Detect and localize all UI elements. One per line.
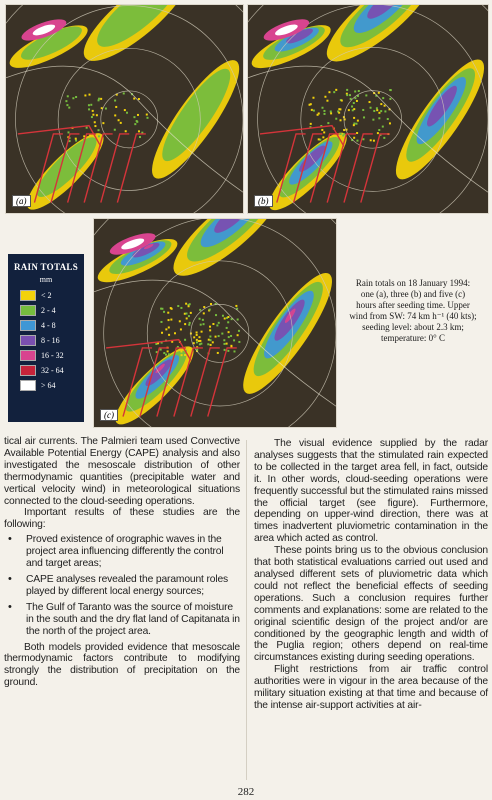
rain-speck xyxy=(208,339,210,341)
rain-speck xyxy=(75,138,77,140)
legend-swatch xyxy=(20,335,36,346)
rain-speck xyxy=(357,120,359,122)
rain-speck xyxy=(216,324,218,326)
rain-speck xyxy=(155,343,157,345)
rain-speck xyxy=(328,91,330,93)
rain-speck xyxy=(389,122,391,124)
rain-speck xyxy=(167,312,169,314)
legend-swatch xyxy=(20,350,36,361)
rain-speck xyxy=(382,126,384,128)
rain-speck xyxy=(133,116,135,118)
rain-speck xyxy=(382,97,384,99)
rain-speck xyxy=(330,110,332,112)
rain-band xyxy=(30,130,104,204)
paragraph: tical air currents. The Palmieri team used Convective Available Potential Energy (CAPE) analysis and also investigated the mesoscale distribution of other thermodynamic quantities (precipitable water and vertical velocity wind) in meteorological situations connected to the cloud-seeding operations. xyxy=(4,436,240,507)
rain-speck xyxy=(65,100,67,102)
caption-line: wind from SW: 74 km h⁻¹ (40 kts); xyxy=(349,311,477,321)
rain-speck xyxy=(312,97,314,99)
rain-speck xyxy=(370,139,372,141)
rain-speck xyxy=(227,316,229,318)
rain-speck xyxy=(88,104,90,106)
legend-label: 2 - 4 xyxy=(41,306,56,315)
rain-speck xyxy=(68,131,70,133)
rain-speck xyxy=(189,303,191,305)
rain-speck xyxy=(181,354,183,356)
rain-speck xyxy=(383,137,385,139)
rain-speck xyxy=(224,317,226,319)
rain-speck xyxy=(228,331,230,333)
rain-speck xyxy=(105,108,107,110)
rain-speck xyxy=(218,335,220,337)
rain-speck xyxy=(324,96,326,98)
rain-speck xyxy=(170,307,172,309)
rain-speck xyxy=(389,89,391,91)
rain-speck xyxy=(174,332,176,334)
rain-speck xyxy=(372,119,374,121)
legend-label: < 2 xyxy=(41,291,52,300)
rain-band xyxy=(152,61,240,169)
rain-speck xyxy=(343,129,345,131)
rain-speck xyxy=(376,109,378,111)
rain-speck xyxy=(327,122,329,124)
panel-tag-b: (b) xyxy=(254,195,273,207)
rain-speck xyxy=(200,324,202,326)
rain-speck xyxy=(335,118,337,120)
rain-speck xyxy=(343,133,345,135)
rain-speck xyxy=(146,114,148,116)
rain-speck xyxy=(217,352,219,354)
rain-speck xyxy=(160,321,162,323)
rain-speck xyxy=(351,105,353,107)
rain-speck xyxy=(387,118,389,120)
rain-speck xyxy=(114,100,116,102)
caption-line: hours after seeding time. Upper xyxy=(356,300,470,310)
rain-speck xyxy=(310,103,312,105)
rain-speck xyxy=(238,330,240,332)
rain-speck xyxy=(330,112,332,114)
paragraph: The visual evidence supplied by the radar analyses suggests that the stimulated rain expected to be collected in the target area fell, in fact, outside it. In other words, cloud-seeding operations were frequently successful but the stimulated rains missed the official target (see figure). Furthermore, depending on upper-wind direction, there was at times inadvertent pluviometric contamination in the area which acted as control. xyxy=(254,438,488,545)
legend-label: 8 - 16 xyxy=(41,336,60,345)
rain-speck xyxy=(83,135,85,137)
rain-speck xyxy=(218,322,220,324)
rain-speck xyxy=(91,116,93,118)
rain-speck xyxy=(362,138,364,140)
rain-speck xyxy=(209,326,211,328)
rain-speck xyxy=(228,336,230,338)
rain-speck xyxy=(168,319,170,321)
legend-label: 16 - 32 xyxy=(41,351,64,360)
rain-speck xyxy=(354,90,356,92)
rain-speck xyxy=(203,312,205,314)
rain-speck xyxy=(160,308,162,310)
rain-speck xyxy=(212,341,214,343)
rain-speck xyxy=(353,137,355,139)
rain-speck xyxy=(376,107,378,109)
paragraph: Flight restrictions from air traffic control authorities were in vigour in the area because of the military situation existing at that time and because of the intense air-support activities at air- xyxy=(254,664,488,711)
rain-speck xyxy=(96,114,98,116)
rain-speck xyxy=(98,135,100,137)
rain-speck xyxy=(350,98,352,100)
rain-speck xyxy=(227,321,229,323)
rain-speck xyxy=(168,326,170,328)
rain-speck xyxy=(203,323,205,325)
rain-speck xyxy=(378,117,380,119)
rain-speck xyxy=(369,101,371,103)
rain-speck xyxy=(196,334,198,336)
rain-speck xyxy=(139,136,141,138)
rain-speck xyxy=(86,127,88,129)
legend-label: 4 - 8 xyxy=(41,321,56,330)
rain-speck xyxy=(114,129,116,131)
rain-speck xyxy=(356,140,358,142)
rain-speck xyxy=(165,328,167,330)
rain-speck xyxy=(377,132,379,134)
rain-speck xyxy=(338,108,340,110)
rain-speck xyxy=(203,306,205,308)
rain-speck xyxy=(349,94,351,96)
rain-speck xyxy=(184,323,186,325)
rain-speck xyxy=(196,339,198,341)
rain-speck xyxy=(223,343,225,345)
rain-speck xyxy=(378,112,380,114)
list-item: • Proved existence of orographic waves in the project area influencing differently the control and target areas; xyxy=(4,534,240,570)
rain-speck xyxy=(355,123,357,125)
panel-tag-a: (a) xyxy=(12,195,31,207)
rain-speck xyxy=(179,320,181,322)
rain-speck xyxy=(180,307,182,309)
rain-speck xyxy=(321,129,323,131)
rain-speck xyxy=(90,104,92,106)
rain-speck xyxy=(235,305,237,307)
rain-speck xyxy=(199,309,201,311)
rain-speck xyxy=(324,113,326,115)
target-area-line xyxy=(361,134,390,203)
rain-speck xyxy=(136,121,138,123)
rain-speck xyxy=(120,122,122,124)
legend-item xyxy=(20,303,84,318)
rain-speck xyxy=(186,317,188,319)
paragraph: These points bring us to the obvious conclusion that both statistical evaluations carried out used and analysed different sets of pluviometric data which could not reflect the beneficial effects of seeding operations. Such a conclusion requires further comments and explanations: some are related to the original scientific design of the project and/or are conditioned by the geographic length and width of the Puglia region; others depend on real-time circumstances existing during seeding operations. xyxy=(254,545,488,664)
rain-speck xyxy=(318,138,320,140)
rain-speck xyxy=(188,324,190,326)
rain-speck xyxy=(89,94,91,96)
caption-line: one (a), three (b) and five (c) xyxy=(360,289,466,299)
rain-speck xyxy=(380,110,382,112)
rain-speck xyxy=(323,110,325,112)
rain-speck xyxy=(138,130,140,132)
paragraph: Both models provided evidence that mesoscale thermodynamic factors contribute to modifying strongly the distribution of precipitation on the ground. xyxy=(4,641,240,689)
rain-speck xyxy=(222,315,224,317)
rain-speck xyxy=(378,129,380,131)
rain-speck xyxy=(233,350,235,352)
caption-line: Rain totals on 18 January 1994: xyxy=(355,278,471,288)
rain-speck xyxy=(318,112,320,114)
rain-speck xyxy=(365,94,367,96)
rain-speck xyxy=(184,354,186,356)
rain-speck xyxy=(118,119,120,121)
legend-label: > 64 xyxy=(41,381,56,390)
radar-panel-a xyxy=(5,4,244,214)
rain-speck xyxy=(134,123,136,125)
rain-speck xyxy=(215,314,217,316)
rain-speck xyxy=(196,341,198,343)
rain-speck xyxy=(102,122,104,124)
legend-item xyxy=(20,333,84,348)
rain-speck xyxy=(373,140,375,142)
rain-speck xyxy=(353,108,355,110)
legend-title: RAIN TOTALS xyxy=(13,262,79,272)
legend-swatch xyxy=(20,320,36,331)
rain-speck xyxy=(114,114,116,116)
rain-speck xyxy=(322,136,324,138)
rain-speck xyxy=(224,349,226,351)
rain-speck xyxy=(170,319,172,321)
rain-speck xyxy=(188,305,190,307)
rain-speck xyxy=(161,332,163,334)
rain-speck xyxy=(335,89,337,91)
rain-speck xyxy=(167,350,169,352)
rain-speck xyxy=(190,312,192,314)
radar-map-c xyxy=(94,219,336,427)
rain-speck xyxy=(137,114,139,116)
rain-speck xyxy=(201,331,203,333)
rain-speck xyxy=(165,354,167,356)
rain-speck xyxy=(340,119,342,121)
rain-speck xyxy=(92,114,94,116)
rain-speck xyxy=(237,319,239,321)
rain-speck xyxy=(370,107,372,109)
rain-speck xyxy=(66,104,68,106)
rain-speck xyxy=(226,327,228,329)
rain-speck xyxy=(184,339,186,341)
rain-speck xyxy=(210,339,212,341)
figure-caption xyxy=(340,278,486,344)
rain-speck xyxy=(180,350,182,352)
text-column-right xyxy=(254,438,488,712)
rain-speck xyxy=(196,331,198,333)
rain-speck xyxy=(146,117,148,119)
column-divider xyxy=(246,440,247,780)
rain-speck xyxy=(326,100,328,102)
legend-item xyxy=(20,288,84,303)
rain-speck xyxy=(333,91,335,93)
rain-speck xyxy=(88,108,90,110)
rain-speck xyxy=(185,303,187,305)
rain-speck xyxy=(188,315,190,317)
rain-speck xyxy=(323,131,325,133)
rain-speck xyxy=(353,117,355,119)
rain-speck xyxy=(160,349,162,351)
rain-speck xyxy=(358,90,360,92)
rain-speck xyxy=(177,305,179,307)
rain-speck xyxy=(168,334,170,336)
rain-speck xyxy=(348,109,350,111)
rain-speck xyxy=(209,309,211,311)
rain-speck xyxy=(338,112,340,114)
rain-speck xyxy=(84,94,86,96)
rain-speck xyxy=(356,100,358,102)
rain-speck xyxy=(373,110,375,112)
legend-item xyxy=(20,348,84,363)
rain-speck xyxy=(223,339,225,341)
rain-speck xyxy=(163,352,165,354)
range-ring xyxy=(191,304,249,362)
legend-swatch xyxy=(20,365,36,376)
target-area-line xyxy=(117,134,145,203)
rain-speck xyxy=(380,103,382,105)
rain-speck xyxy=(313,110,315,112)
rain-speck xyxy=(202,319,204,321)
rain-speck xyxy=(98,129,100,131)
rain-speck xyxy=(126,112,128,114)
rain-speck xyxy=(227,350,229,352)
rain-speck xyxy=(346,89,348,91)
rain-speck xyxy=(356,132,358,134)
legend-swatch xyxy=(20,305,36,316)
rain-speck xyxy=(124,109,126,111)
rain-speck xyxy=(346,94,348,96)
caption-line: temperature: 0° C xyxy=(380,333,446,343)
radar-panel-b xyxy=(247,4,489,214)
legend-item xyxy=(20,363,84,378)
rain-speck xyxy=(238,341,240,343)
rain-speck xyxy=(75,140,77,142)
rain-speck xyxy=(193,336,195,338)
rain-speck xyxy=(115,106,117,108)
rain-speck xyxy=(378,92,380,94)
rain-speck xyxy=(188,348,190,350)
rain-speck xyxy=(125,130,127,132)
rain-speck xyxy=(199,318,201,320)
rain-speck xyxy=(212,323,214,325)
rain-speck xyxy=(138,98,140,100)
rain-speck xyxy=(100,98,102,100)
legend-unit: mm xyxy=(39,275,53,284)
rain-speck xyxy=(180,328,182,330)
panel-tag-c: (c) xyxy=(100,409,118,421)
results-list xyxy=(4,534,240,637)
rain-speck xyxy=(230,335,232,337)
rain-speck xyxy=(233,339,235,341)
legend-swatch xyxy=(20,380,36,391)
rain-speck xyxy=(363,116,365,118)
radar-map-b xyxy=(248,5,488,213)
rain-speck xyxy=(168,353,170,355)
rain-speck xyxy=(199,340,201,342)
rain-speck xyxy=(210,303,212,305)
rain-speck xyxy=(67,95,69,97)
legend-label: 32 - 64 xyxy=(41,366,64,375)
rain-speck xyxy=(322,107,324,109)
rain-speck xyxy=(384,110,386,112)
legend-item xyxy=(20,318,84,333)
rain-speck xyxy=(226,343,228,345)
list-item: • The Gulf of Taranto was the source of moisture in the south and the dry flat land of Capitanata in the north of the project area. xyxy=(4,602,240,638)
legend-swatch xyxy=(20,290,36,301)
text-column-left xyxy=(4,436,240,689)
rain-speck xyxy=(133,98,135,100)
rain-speck xyxy=(384,105,386,107)
rain-totals-legend xyxy=(8,254,84,422)
radar-map-a xyxy=(6,5,243,213)
rain-speck xyxy=(310,123,312,125)
legend-item xyxy=(20,378,84,393)
list-item: • CAPE analyses revealed the paramount roles played by different local energy sources; xyxy=(4,574,240,598)
rain-speck xyxy=(198,336,200,338)
rain-speck xyxy=(98,99,100,101)
rain-speck xyxy=(94,125,96,127)
range-ring xyxy=(101,91,158,148)
rain-speck xyxy=(189,322,191,324)
rain-speck xyxy=(163,311,165,313)
rain-speck xyxy=(221,333,223,335)
rain-speck xyxy=(200,343,202,345)
rain-speck xyxy=(75,96,77,98)
caption-line: seeding level: about 2.3 km; xyxy=(362,322,464,332)
paragraph: Important results of these studies are the following: xyxy=(4,507,240,531)
rain-speck xyxy=(68,107,70,109)
page-number: 282 xyxy=(237,786,255,798)
rain-speck xyxy=(185,313,187,315)
rain-speck xyxy=(353,124,355,126)
rain-speck xyxy=(340,133,342,135)
rain-speck xyxy=(207,343,209,345)
radar-panel-c xyxy=(93,218,337,428)
rain-speck xyxy=(123,92,125,94)
rain-speck xyxy=(362,109,364,111)
rain-speck xyxy=(341,100,343,102)
rain-speck xyxy=(215,336,217,338)
rain-speck xyxy=(210,344,212,346)
rain-speck xyxy=(209,336,211,338)
rain-speck xyxy=(389,98,391,100)
rain-speck xyxy=(353,102,355,104)
rain-speck xyxy=(72,97,74,99)
rain-speck xyxy=(94,121,96,123)
rain-speck xyxy=(209,329,211,331)
rain-speck xyxy=(311,109,313,111)
rain-speck xyxy=(237,334,239,336)
rain-speck xyxy=(92,110,94,112)
